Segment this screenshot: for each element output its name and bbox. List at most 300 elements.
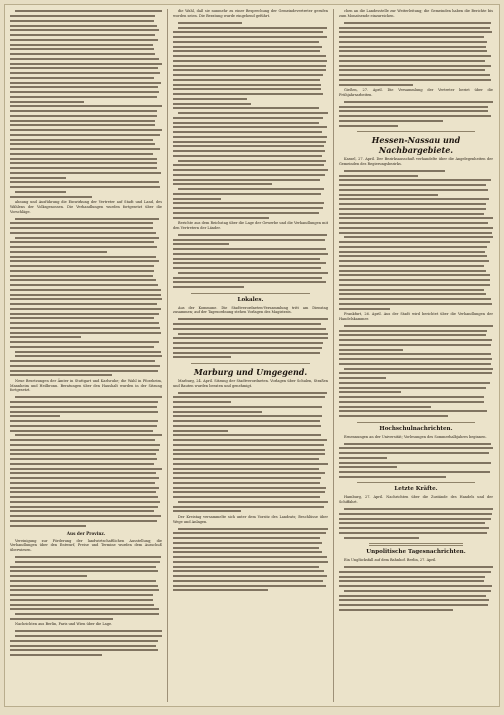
text-line-ink	[339, 120, 443, 122]
paragraph: Frankfurt, 26. April. Aus der Stadt wird berichtet über die Verhandlungen der Handelskammer.	[339, 312, 493, 321]
column-right	[339, 9, 493, 702]
text-line-ink	[173, 570, 324, 572]
text-line	[339, 535, 493, 540]
text-line-ink	[10, 44, 153, 46]
text-line-ink	[173, 122, 319, 124]
text-line-ink	[339, 462, 491, 464]
section-heading: Hochschulnachrichten.	[379, 425, 453, 432]
text-block	[339, 507, 493, 540]
text-line	[339, 608, 493, 613]
text-line-ink	[173, 453, 325, 455]
text-line-ink	[10, 25, 157, 27]
text-line-ink	[15, 635, 162, 637]
text-line-ink	[339, 476, 446, 478]
divider	[357, 131, 475, 132]
text-line-ink	[10, 449, 159, 451]
text-line-ink	[344, 590, 491, 592]
text-line-ink	[339, 41, 487, 43]
text-line-ink	[173, 537, 320, 539]
text-line-ink	[10, 468, 162, 470]
text-line-ink	[344, 566, 493, 568]
text-block	[173, 390, 328, 514]
text-line-ink	[173, 551, 322, 553]
text-line-ink	[173, 430, 228, 432]
text-line-ink	[10, 654, 102, 656]
text-line-ink	[10, 463, 154, 465]
text-line	[173, 355, 328, 360]
text-line	[173, 285, 328, 290]
paragraph: Hamburg, 27. April. Nachrichten über die Zustände des Handels und der Schiffahrt.	[339, 495, 493, 504]
text-line-ink	[10, 308, 161, 310]
text-line-ink	[339, 527, 489, 529]
text-line-ink	[10, 458, 157, 460]
section-heading: Unpolitische Tagesnachrichten.	[366, 549, 466, 555]
text-block	[339, 169, 493, 312]
text-line-ink	[173, 131, 322, 133]
text-block	[339, 441, 493, 479]
text-line-ink	[339, 387, 486, 389]
text-line-ink	[178, 318, 328, 320]
text-line-ink	[339, 251, 485, 253]
text-line-ink	[339, 410, 487, 412]
text-line-ink	[10, 341, 159, 343]
text-line-ink	[339, 604, 488, 606]
text-line-ink	[339, 415, 448, 417]
text-line-ink	[178, 188, 324, 190]
text-line-ink	[178, 528, 328, 530]
text-line-ink	[10, 430, 153, 432]
text-line	[173, 588, 328, 593]
text-line-ink	[15, 556, 161, 558]
text-line-ink	[10, 196, 92, 198]
text-line	[339, 82, 493, 87]
text-line-ink	[173, 36, 327, 38]
text-line-ink	[10, 406, 157, 408]
text-line-ink	[173, 439, 327, 441]
text-line-ink	[339, 471, 490, 473]
text-line-ink	[173, 458, 319, 460]
text-line-ink	[339, 406, 431, 408]
text-line	[339, 414, 493, 419]
text-line-ink	[173, 444, 324, 446]
text-line-ink	[339, 334, 486, 336]
text-line-ink	[173, 202, 324, 204]
text-line-ink	[10, 275, 153, 277]
text-line-ink	[173, 449, 325, 451]
text-line-ink	[10, 246, 157, 248]
text-line-ink	[339, 246, 487, 248]
text-line-ink	[173, 487, 326, 489]
text-line-ink	[339, 115, 491, 117]
text-line-ink	[339, 396, 484, 398]
text-line-ink	[10, 360, 155, 362]
text-line-ink	[344, 537, 419, 539]
text-line-ink	[339, 213, 484, 215]
text-line	[10, 373, 162, 378]
text-line-ink	[339, 513, 492, 515]
text-line-ink	[173, 93, 323, 95]
text-line-ink	[10, 162, 157, 164]
text-line-ink	[339, 382, 490, 384]
text-line-ink	[10, 589, 159, 591]
text-line-ink	[10, 317, 154, 319]
paragraph: Ein Unglücksfall auf dem Bahnhof. Berlin, 27. April.	[344, 558, 437, 562]
text-line-ink	[10, 77, 154, 79]
text-line-ink	[10, 115, 157, 117]
column-rule	[333, 9, 334, 702]
text-line-ink	[10, 181, 159, 183]
text-line-ink	[339, 377, 386, 379]
text-line-ink	[339, 609, 453, 611]
text-line-ink	[173, 425, 321, 427]
text-line-ink	[173, 141, 326, 143]
text-line-ink	[173, 174, 325, 176]
text-line-ink	[10, 232, 156, 234]
text-line-ink	[10, 110, 157, 112]
text-line-ink	[344, 22, 491, 24]
text-line-ink	[339, 232, 492, 234]
text-block	[339, 100, 493, 129]
text-line-ink	[173, 253, 328, 255]
text-line-ink	[10, 594, 153, 596]
text-line-ink	[10, 143, 155, 145]
text-line-ink	[339, 74, 490, 76]
text-line-ink	[10, 322, 159, 324]
text-line-ink	[173, 69, 326, 71]
text-line-ink	[173, 491, 325, 493]
text-line-ink	[173, 243, 229, 245]
paragraph: Gießen, 27. April. Die Versammlung der Vertreter beriet über die Frühjahrsarbeiten.	[339, 88, 493, 97]
text-line	[339, 475, 493, 480]
text-line-ink	[10, 186, 160, 188]
text-line-ink	[173, 267, 321, 269]
text-line-ink	[339, 391, 401, 393]
paragraph: ahnung und Ausführung die Einwirkung der Vertreter auf Stadt und Land, des Wählens der Volksgenossen. Die Verhandlungen wurden fortgesetzt über die Vorschläge.	[10, 200, 162, 214]
text-line-ink	[173, 477, 321, 479]
text-line-ink	[173, 566, 319, 568]
text-line-ink	[339, 60, 485, 62]
text-line-ink	[173, 155, 322, 157]
text-line-ink	[173, 286, 244, 288]
text-line-ink	[339, 241, 490, 243]
paragraph: Vereinigung zur Förderung der landwirtschaftlichen Ausstellung; die Verhandlungen über den Entwurf, Preise und Termine wurden dem Ausschuß überwiesen.	[10, 538, 162, 552]
text-line-ink	[173, 406, 322, 408]
text-line-ink	[339, 452, 489, 454]
text-line-ink	[339, 532, 487, 534]
text-line-ink	[178, 392, 327, 394]
text-line-ink	[173, 342, 323, 344]
text-line-ink	[15, 355, 162, 357]
text-line-ink	[173, 542, 322, 544]
text-line-ink	[10, 515, 161, 517]
text-line-ink	[10, 91, 159, 93]
text-line-ink	[339, 189, 488, 191]
text-line-ink	[173, 212, 319, 214]
text-line-ink	[339, 175, 418, 177]
text-line-ink	[173, 31, 323, 33]
text-line-ink	[10, 86, 158, 88]
text-line-ink	[173, 401, 231, 403]
text-line-ink	[178, 160, 326, 162]
text-line-ink	[339, 84, 413, 86]
text-line-ink	[339, 31, 492, 33]
column-middle	[173, 9, 328, 702]
text-line-ink	[10, 370, 158, 372]
text-line-ink	[10, 72, 160, 74]
text-line-ink	[339, 203, 486, 205]
text-line-ink	[173, 575, 327, 577]
text-line-ink	[339, 179, 491, 181]
text-line-ink	[173, 103, 251, 105]
paragraph: die Wahl, daß sie nunmehr zu einer Besprechung der Gemeindevertreter gerufen worden seien. Die Beratung wurde eingehend geführt.	[173, 9, 328, 18]
text-line-ink	[339, 106, 488, 108]
text-line-ink	[173, 277, 322, 279]
text-line-ink	[15, 561, 160, 563]
paragraph: Nachrichten aus Berlin, Paris und Wien über die Lage.	[15, 622, 113, 627]
text-line-ink	[339, 110, 488, 112]
text-line-ink	[173, 532, 326, 534]
paragraph: Kassel, 27. April. Der Bezirksausschuß verhandelte über die Angelegenheiten der Gemeinden des Regierungsbezirks.	[339, 157, 493, 166]
text-line-ink	[339, 284, 490, 286]
text-line-ink	[339, 330, 487, 332]
text-line-ink	[15, 191, 66, 193]
text-line-ink	[339, 358, 492, 360]
text-line-ink	[10, 608, 159, 610]
text-line-ink	[339, 274, 490, 276]
text-line-ink	[10, 256, 156, 258]
text-line-ink	[173, 60, 327, 62]
text-line-ink	[15, 218, 159, 220]
text-line-ink	[173, 472, 325, 474]
text-block	[173, 21, 328, 221]
text-line-ink	[10, 29, 159, 31]
text-line-ink	[339, 457, 387, 459]
text-line-ink	[15, 630, 162, 632]
text-line	[173, 215, 328, 220]
text-line-ink	[173, 396, 325, 398]
text-line-ink	[10, 101, 84, 103]
text-line-ink	[10, 420, 158, 422]
text-line-ink	[173, 126, 327, 128]
paragraph: chen an die Landesstelle zur Weiterleitung; die Gemeinden haben die Berichte bis zum Monatsende einzureichen.	[339, 9, 493, 18]
text-block	[10, 9, 162, 199]
text-line-ink	[339, 339, 492, 341]
text-line-ink	[339, 227, 493, 229]
text-line-ink	[10, 63, 162, 65]
text-line-ink	[173, 239, 325, 241]
text-line-ink	[10, 599, 153, 601]
text-line-ink	[173, 347, 322, 349]
text-line-ink	[10, 34, 155, 36]
text-block	[339, 324, 493, 419]
text-line-ink	[339, 79, 491, 81]
text-line-ink	[173, 248, 326, 250]
text-line-ink	[339, 466, 397, 468]
text-line-ink	[10, 39, 158, 41]
divider	[369, 543, 463, 546]
text-line-ink	[10, 177, 66, 179]
divider	[191, 363, 310, 364]
text-line-ink	[173, 50, 320, 52]
text-line-ink	[10, 58, 159, 60]
text-block	[10, 555, 162, 622]
text-line-ink	[10, 294, 161, 296]
text-line-ink	[173, 198, 221, 200]
text-line-ink	[10, 401, 158, 403]
text-line-ink	[339, 372, 492, 374]
text-line-ink	[173, 356, 231, 358]
section-heading: Hessen-Nassau und Nachbargebiete.	[371, 135, 461, 155]
text-line	[10, 194, 162, 199]
text-line	[173, 509, 328, 514]
section-heading: Letzte Kräfte.	[394, 486, 438, 493]
divider	[357, 422, 475, 423]
text-line-ink	[10, 241, 154, 243]
text-line-ink	[10, 453, 156, 455]
text-line-ink	[339, 580, 484, 582]
text-line	[10, 617, 162, 622]
text-line-ink	[10, 506, 158, 508]
text-line-ink	[15, 396, 162, 398]
text-line-ink	[173, 117, 323, 119]
paragraph: Neue Besetzungen der Ämter in Stuttgart und Karlsruhe; die Wahl in Pforzheim, Mannheim und Heilbronn. Beratungen über den Haushalt wurden in der Sitzung fortgesetzt.	[10, 378, 162, 393]
text-line-ink	[10, 158, 157, 160]
text-line-ink	[339, 69, 485, 71]
text-line-ink	[339, 255, 487, 257]
text-line-ink	[10, 129, 162, 131]
text-line-ink	[173, 561, 328, 563]
text-block	[173, 317, 328, 360]
text-line-ink	[10, 279, 156, 281]
text-line-ink	[10, 270, 154, 272]
text-line-ink	[339, 46, 486, 48]
paragraph: Berichte aus dem Reichstag über die Lage der Gewerbe und die Verhandlungen mit den Vertretern der Länder.	[173, 221, 328, 230]
text-line	[339, 306, 493, 311]
text-line-ink	[10, 48, 154, 50]
text-line-ink	[173, 281, 326, 283]
text-line-ink	[339, 289, 484, 291]
text-line-ink	[10, 575, 87, 577]
text-block	[173, 526, 328, 593]
text-line-ink	[10, 303, 157, 305]
text-line-ink	[339, 65, 491, 67]
text-line-ink	[10, 425, 157, 427]
text-line-ink	[10, 566, 156, 568]
text-line-ink	[173, 74, 323, 76]
text-line-ink	[10, 444, 160, 446]
text-line	[10, 653, 162, 658]
text-line-ink	[344, 170, 445, 172]
text-line-ink	[339, 50, 487, 52]
text-line-ink	[173, 136, 327, 138]
text-line-ink	[173, 482, 320, 484]
text-line-ink	[10, 411, 158, 413]
text-line-ink	[173, 496, 320, 498]
text-line-ink	[178, 272, 328, 274]
text-line-ink	[10, 260, 159, 262]
text-line-ink	[173, 55, 326, 57]
text-line-ink	[339, 308, 390, 310]
text-line-ink	[10, 313, 159, 315]
text-line-ink	[10, 645, 156, 647]
text-line-ink	[173, 207, 323, 209]
text-line-ink	[173, 98, 247, 100]
text-line-ink	[10, 570, 158, 572]
text-line-ink	[173, 506, 324, 508]
text-line-ink	[173, 463, 328, 465]
text-line-ink	[15, 237, 159, 239]
text-line-ink	[173, 547, 319, 549]
text-line-ink	[339, 571, 491, 573]
text-line-ink	[173, 183, 272, 185]
text-line-ink	[10, 15, 155, 17]
paragraph: Ernennungen an der Universität; Vorlesungen des Sommerhalbjahres beginnen.	[344, 434, 487, 439]
text-line-ink	[10, 618, 113, 620]
text-line-ink	[344, 368, 493, 370]
text-block	[173, 233, 328, 290]
text-line-ink	[344, 443, 491, 445]
text-line-ink	[173, 193, 321, 195]
text-line-ink	[10, 82, 161, 84]
text-line-ink	[173, 556, 327, 558]
text-line-ink	[10, 482, 155, 484]
text-line-ink	[339, 303, 492, 305]
text-line-ink	[173, 415, 322, 417]
text-block	[10, 629, 162, 658]
text-line-ink	[10, 120, 155, 122]
text-line-ink	[339, 270, 486, 272]
section-heading: Lokales.	[237, 296, 264, 303]
text-line	[10, 523, 162, 528]
text-line-ink	[10, 501, 160, 503]
text-line-ink	[339, 518, 491, 520]
text-line-ink	[10, 289, 161, 291]
text-line-ink	[10, 365, 160, 367]
text-line-ink	[339, 265, 484, 267]
text-line-ink	[339, 576, 485, 578]
text-line-ink	[10, 332, 161, 334]
text-line-ink	[10, 510, 154, 512]
text-line-ink	[339, 222, 488, 224]
text-line-ink	[339, 279, 490, 281]
text-line-ink	[344, 236, 493, 238]
text-line-ink	[339, 447, 493, 449]
text-line-ink	[339, 55, 491, 57]
text-line-ink	[10, 604, 154, 606]
text-line-ink	[173, 79, 320, 81]
text-line-ink	[339, 36, 484, 38]
section-heading: Marburg und Umgegend.	[193, 366, 308, 377]
text-line-ink	[178, 112, 328, 114]
text-line-ink	[339, 208, 486, 210]
text-line-ink	[10, 105, 162, 107]
text-line-ink	[10, 20, 154, 22]
text-line-ink	[173, 107, 319, 109]
text-block	[339, 21, 493, 88]
text-line-ink	[173, 580, 323, 582]
text-line-ink	[173, 434, 321, 436]
text-line-ink	[15, 434, 162, 436]
text-line-ink	[173, 510, 241, 512]
text-line-ink	[10, 525, 86, 527]
text-line-ink	[344, 508, 493, 510]
text-line-ink	[10, 520, 157, 522]
text-line-ink	[15, 351, 161, 353]
text-line-ink	[339, 585, 492, 587]
text-line-ink	[10, 67, 158, 69]
text-line-ink	[339, 599, 489, 601]
paragraph: Aus der Kommune. Die Stadtverordneten-Versammlung tritt am Dienstag zusammen; auf der Tagesordnung stehen Vorlagen des Magistrats.	[173, 305, 328, 315]
